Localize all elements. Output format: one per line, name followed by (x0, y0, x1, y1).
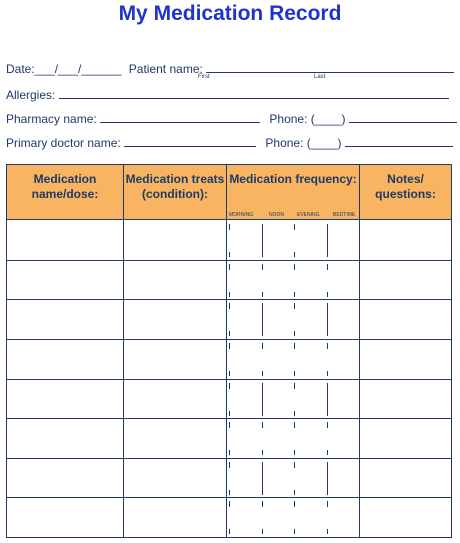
frequency-tick (294, 411, 295, 416)
frequency-tick (262, 411, 263, 416)
frequency-tick (327, 490, 328, 495)
frequency-tick (229, 343, 230, 349)
frequency-tick (262, 501, 263, 507)
frequency-tick (294, 450, 295, 455)
table-header (7, 165, 451, 220)
frequency-tick (294, 292, 295, 297)
frequency-tick (262, 292, 263, 297)
frequency-tick (229, 252, 230, 257)
date-patient-row (6, 62, 454, 76)
frequency-tick (327, 450, 328, 455)
allergies-label: Allergies: (6, 88, 56, 102)
frequency-tick (327, 422, 328, 428)
first-name-caption: First (198, 74, 210, 80)
frequency-tick (327, 264, 328, 270)
frequency-tick (294, 343, 295, 349)
date-label: Date:___/___/______ (6, 62, 122, 76)
header-treats: Medication treats (condition): (125, 172, 225, 201)
pharmacy-row (6, 112, 457, 126)
frequency-tick (229, 292, 230, 297)
frequency-tick (294, 490, 295, 495)
frequency-tick (229, 501, 230, 507)
table-body (7, 220, 451, 537)
frequency-tick (229, 264, 230, 270)
frequency-tick (294, 331, 295, 336)
frequency-tick (229, 529, 230, 534)
frequency-tick (229, 450, 230, 455)
frequency-tick (327, 501, 328, 507)
frequency-tick (262, 450, 263, 455)
frequency-tick (294, 462, 295, 468)
doctor-phone-label: Phone: (____) (265, 136, 342, 150)
frequency-tick (262, 252, 263, 257)
frequency-tick (229, 422, 230, 428)
doctor-row (6, 136, 453, 150)
frequency-tick (262, 529, 263, 534)
frequency-tick (327, 292, 328, 297)
frequency-tick (262, 343, 263, 349)
allergies-row (6, 88, 449, 102)
doctor-phone-field[interactable] (345, 136, 453, 147)
medication-table (6, 164, 452, 538)
frequency-tick (294, 224, 295, 230)
frequency-tick (262, 331, 263, 336)
header-notes: Notes/ questions: (375, 172, 436, 201)
allergies-field[interactable] (59, 88, 449, 99)
patient-name-label: Patient name: (128, 62, 203, 76)
sub-morning: MORNING (229, 212, 254, 218)
frequency-tick (327, 252, 328, 257)
frequency-tick (294, 422, 295, 428)
sub-noon: NOON (269, 212, 284, 218)
frequency-tick (294, 264, 295, 270)
frequency-tick (327, 331, 328, 336)
frequency-tick (229, 303, 230, 309)
frequency-tick (294, 529, 295, 534)
pharmacy-phone-label: Phone: (____) (269, 112, 346, 126)
frequency-tick (327, 411, 328, 416)
frequency-tick (294, 252, 295, 257)
header-medication: Medication name/dose: (31, 172, 99, 201)
last-name-caption: Last (314, 74, 326, 80)
frequency-tick (229, 331, 230, 336)
frequency-tick (229, 411, 230, 416)
frequency-tick (294, 303, 295, 309)
frequency-tick (327, 343, 328, 349)
frequency-tick (229, 383, 230, 389)
header-frequency: Medication frequency: (229, 172, 357, 186)
frequency-tick (262, 371, 263, 376)
pharmacy-phone-field[interactable] (349, 112, 457, 123)
frequency-tick (294, 383, 295, 389)
sub-bedtime: BEDTIME (333, 212, 356, 218)
frequency-tick (294, 371, 295, 376)
frequency-tick (327, 371, 328, 376)
pharmacy-field[interactable] (100, 112, 260, 123)
frequency-tick (327, 529, 328, 534)
sub-evening: EVENING (297, 212, 320, 218)
frequency-tick (262, 490, 263, 495)
frequency-tick (294, 501, 295, 507)
frequency-tick (229, 371, 230, 376)
patient-name-field[interactable] (206, 62, 454, 73)
page-title: My Medication Record (118, 2, 342, 25)
doctor-field[interactable] (124, 136, 256, 147)
doctor-label: Primary doctor name: (6, 136, 121, 150)
pharmacy-label: Pharmacy name: (6, 112, 97, 126)
frequency-tick (229, 224, 230, 230)
frequency-tick (262, 264, 263, 270)
frequency-tick (229, 490, 230, 495)
frequency-tick (262, 422, 263, 428)
frequency-tick (229, 462, 230, 468)
